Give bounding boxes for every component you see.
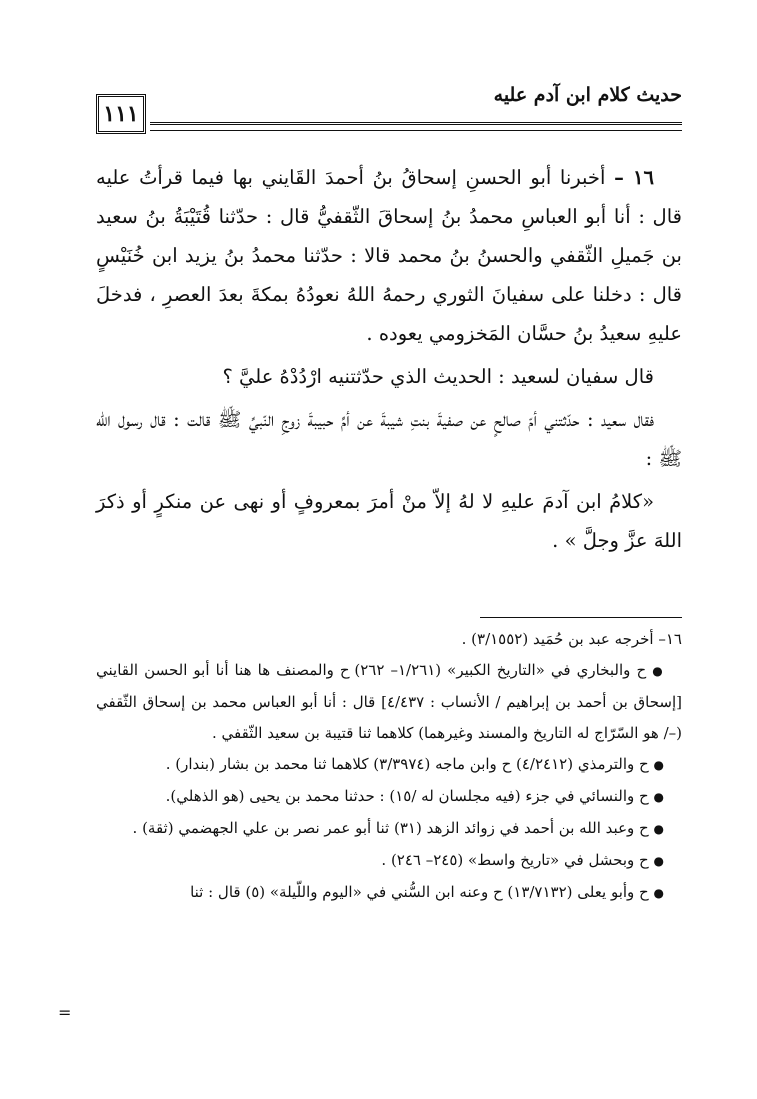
header-rule <box>150 122 682 125</box>
footnote-item: ● ح والنسائي في جزء (فيه مجلسان له /١٥) : حدثنا محمد بن يحيى (هو الذهلي). <box>165 787 664 805</box>
continuation-mark: = <box>58 1003 72 1022</box>
bullet-icon: ● <box>653 822 664 836</box>
main-text <box>96 158 682 560</box>
hadith-paragraph-1 <box>96 158 682 353</box>
bullet-icon: ● <box>653 758 664 772</box>
bullet-icon: ● <box>653 790 664 804</box>
footnote-item: ● ح والبخاري في «التاريخ الكبير» (١/٢٦١– ٢٦٢) ح والمصنف ها هنا أنا أبو الحسن القايني [إسحاق بن أحمد بن إبراهيم / الأنساب : ٤/٤٣٧] قال : أنا أبو العباس محمد بن إسحاق الثّقفي (–/ هو السّرّاج له التاريخ والمسند وغيرهما) كلاهما ثنا قتيبة بن سعيد الثّقفي . <box>96 661 682 742</box>
footnote-item: ● ح والترمذي (٤/٢٤١٢) ح وابن ماجه (٣/٣٩٧٤) كلاهما ثنا محمد بن بشار (بندار) . <box>165 755 664 773</box>
hadith-paragraph-3: فقال سعيد : حدّثتني أمّ صالحٍ عن صفيةَ بنتِ شيبةَ عن أمِّ حبيبةَ زوجِ النّبيِّ ﷺ قالت : قال رسول الله ﷺ : <box>96 408 682 470</box>
footnote-item: ● ح وبحشل في «تاريخ واسط» (٢٤٥– ٢٤٦) . <box>381 851 664 869</box>
hadith-number: ١٦ – <box>614 166 654 189</box>
footnote-item: ● ح وعبد الله بن أحمد في زوائد الزهد (٣١) ثنا أبو عمر نصر بن علي الجهضمي (ثقة) . <box>132 819 664 837</box>
footnote-intro: ١٦– أخرجه عبد بن حُمَيد (٣/١٥٥٢) . <box>461 630 682 648</box>
bullet-icon: ● <box>652 664 664 678</box>
page-header <box>96 84 682 144</box>
footnote-item: ● ح وأبو يعلى (١٣/٧١٣٢) ح وعنه ابن السُّني في «اليوم واللّيلة» (٥) قال : ثنا <box>190 883 664 901</box>
footnote-separator <box>480 617 682 618</box>
page-number: ١١١ <box>96 94 146 134</box>
bullet-icon: ● <box>653 886 664 900</box>
hadith-paragraph-2: قال سفيان لسعيد : الحديث الذي حدّثتنيه ارْدُدْهُ عليَّ ؟ <box>222 365 654 388</box>
isnad-text: أخبرنا أبو الحسنِ إسحاقُ بنُ أحمدَ القَايني بها فيما قرأتُ عليه قال : أنا أبو العباسِ محمدُ بنُ إسحاقَ الثّقفيُّ قال : حدّثنا قُتَيْبَةُ بنُ سعيد بن جَميلِ الثّقفي والحسنُ بنُ محمد قالا : حدّثنا محمدُ بنُ يزيد ابن خُنَيْسٍ قال : دخلنا على سفيانَ الثوري رحمهُ اللهُ نعودُهُ بمكةَ بعدَ العصرِ ، فدخلَ عليهِ سعيدُ بنُ حسَّان المَخزومي يعوده . <box>96 166 682 345</box>
bullet-icon: ● <box>653 854 664 868</box>
running-title: حديث كلام ابن آدم عليه <box>493 84 682 106</box>
footnotes <box>96 624 682 909</box>
hadith-matn: «كلامُ ابن آدمَ عليهِ لا لهُ إلاّ منْ أمرَ بمعروفٍ أو نهى عن منكرٍ أو ذكرَ اللهَ عزَّ وجلَّ » . <box>96 490 682 552</box>
header-rule-thin <box>150 130 682 131</box>
